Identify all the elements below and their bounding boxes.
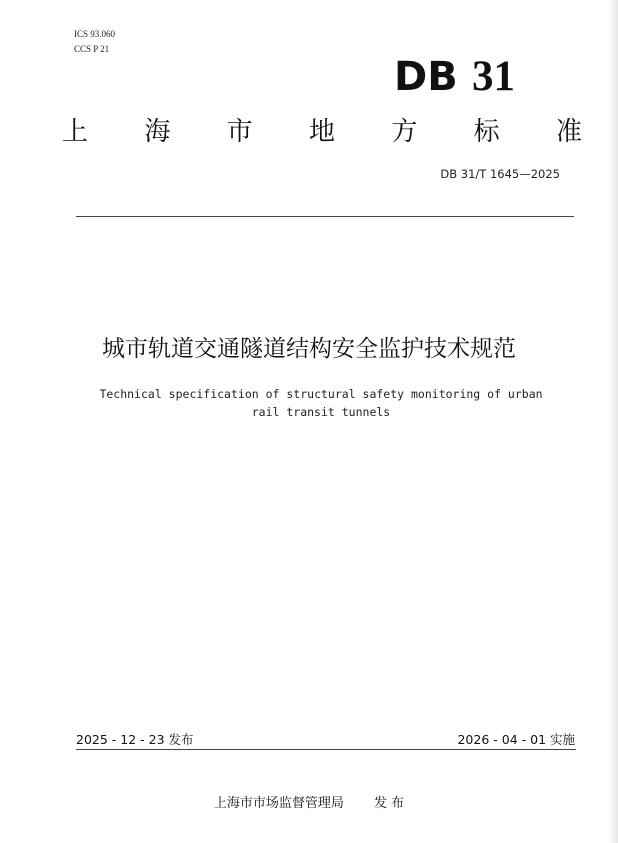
standard-type-char: 标	[473, 117, 500, 147]
standard-type-char: 方	[391, 117, 418, 147]
standard-type-char: 准	[555, 117, 582, 147]
top-divider	[76, 216, 574, 217]
ccs-code: CCS P 21	[74, 44, 110, 54]
implementation-date: 2026 - 04 - 01 实施	[457, 732, 575, 747]
publisher-action: 发 布	[373, 796, 405, 811]
db-logo-number: 31	[472, 53, 515, 100]
db-logo-letters: DB	[394, 54, 458, 100]
standard-code: DB 31/T 1645—2025	[440, 167, 560, 181]
publisher-line	[0, 792, 618, 811]
standard-type-char: 市	[226, 117, 253, 147]
chinese-title: 城市轨道交通隧道结构安全监护技术规范	[102, 336, 516, 362]
page-edge-shadow	[608, 0, 618, 843]
issue-date: 2025 - 12 - 23 发布	[76, 732, 194, 747]
ics-code: ICS 93.060	[74, 29, 116, 39]
english-title-line: rail transit tunnels	[251, 405, 391, 419]
standard-type-char: 上	[62, 117, 89, 147]
standard-type-char: 地	[308, 117, 335, 147]
publisher-agency: 上海市市场监督管理局	[213, 796, 344, 811]
db-logo	[392, 50, 532, 100]
bottom-divider	[76, 749, 576, 750]
english-title	[70, 385, 572, 421]
english-title-line: Technical specification of structural safety monitoring of urban	[99, 387, 543, 401]
standard-type-char: 海	[144, 117, 171, 147]
standard-type-title	[62, 116, 582, 148]
